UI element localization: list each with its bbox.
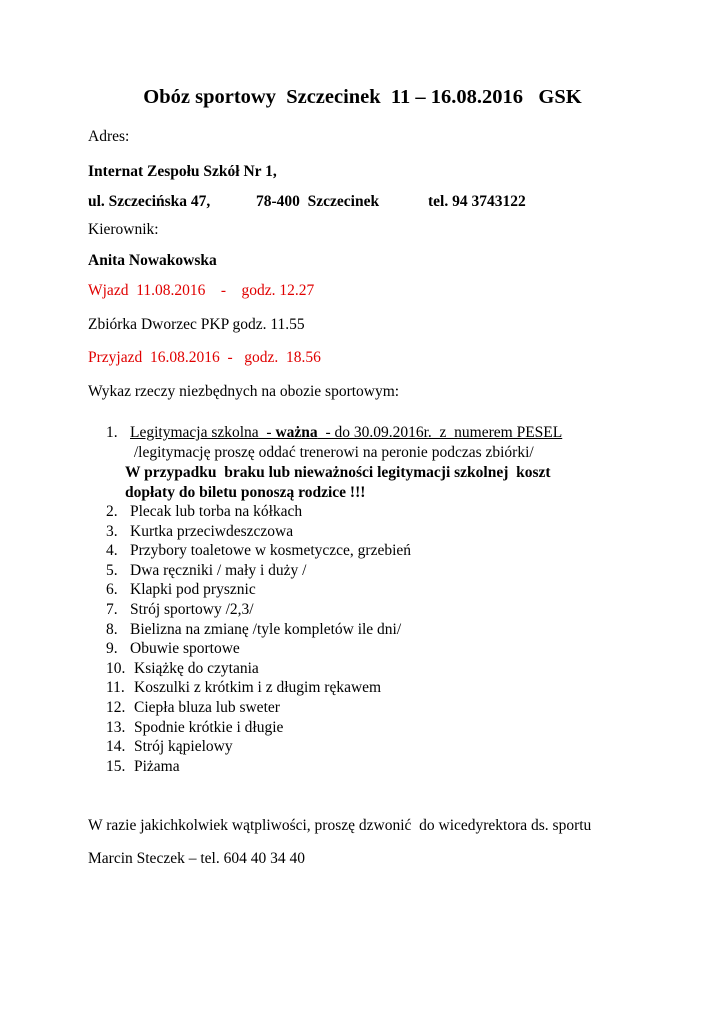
item-text [130, 424, 562, 442]
departure-info: Wjazd 11.08.2016 - godz. 12.27 [88, 282, 315, 299]
phone-number: tel. 94 3743122 [428, 193, 526, 210]
item-number: 12. [106, 699, 126, 716]
item-text: Piżama [134, 757, 180, 775]
item-text-part: Legitymacja szkolna - [130, 424, 276, 441]
manager-name: Anita Nowakowska [88, 252, 217, 269]
street-address: ul. Szczecińska 47, [88, 193, 211, 210]
item-text: Strój sportowy /2,3/ [130, 601, 254, 618]
item-text: Spodnie krótkie i długie [134, 718, 284, 736]
item-text: Strój kąpielowy [134, 738, 233, 756]
item-note: /legitymację proszę oddać trenerowi na peronie podczas zbiórki/ [130, 444, 534, 461]
item-number: 7. [106, 601, 118, 618]
address-label: Adres: [88, 128, 130, 145]
item-number: 14. [106, 738, 126, 756]
item-number: 9. [106, 640, 118, 658]
footer-contact-person: Marcin Steczek – tel. 604 40 34 40 [88, 850, 305, 867]
arrival-info: Przyjazd 16.08.2016 - godz. 18.56 [88, 349, 321, 366]
item-number: 13. [106, 718, 126, 736]
postal-city: 78-400 Szczecinek [256, 193, 380, 210]
document-title: Obóz sportowy Szczecinek 11 – 16.08.2016 GSK [143, 86, 582, 108]
footer-contact-note: W razie jakichkolwiek wątpliwości, proszę dzwonić do wicedyrektora ds. sportu [88, 817, 592, 834]
item-text: Obuwie sportowe [130, 640, 240, 658]
item-text: Plecak lub torba na kółkach [130, 503, 303, 520]
item-text: Dwa ręczniki / mały i duży / [130, 561, 307, 579]
item-number: 8. [106, 620, 118, 638]
item-text-emphasis: ważna [275, 424, 318, 441]
meeting-info: Zbiórka Dworzec PKP godz. 11.55 [88, 316, 305, 333]
item-text: Klapki pod prysznic [130, 581, 256, 599]
item-number: 11. [106, 679, 125, 697]
item-text: Kurtka przeciwdeszczowa [130, 522, 294, 540]
item-number: 6. [106, 581, 118, 599]
item-number: 1. [106, 424, 118, 441]
item-number: 10. [106, 659, 126, 677]
item-text: Ciepła bluza lub sweter [134, 699, 280, 716]
item-number: 4. [106, 542, 118, 560]
institution-name: Internat Zespołu Szkół Nr 1, [88, 163, 277, 180]
list-intro: Wykaz rzeczy niezbędnych na obozie sportowym: [88, 383, 400, 400]
item-text: Książkę do czytania [134, 659, 259, 677]
item-warning-line: W przypadku braku lub nieważności legitymacji szkolnej koszt [125, 464, 551, 481]
item-text: Bielizna na zmianę /tyle kompletów ile dni/ [130, 620, 402, 638]
item-text: Przybory toaletowe w kosmetyczce, grzebień [130, 542, 412, 560]
item-number: 2. [106, 503, 118, 520]
item-text: Koszulki z krótkim i z długim rękawem [134, 679, 382, 697]
item-number: 5. [106, 561, 118, 579]
item-text-part: - do 30.09.2016r. z numerem PESEL [317, 424, 563, 441]
item-number: 15. [106, 757, 126, 775]
item-warning-line: dopłaty do biletu ponoszą rodzice !!! [125, 484, 366, 501]
item-number: 3. [106, 522, 118, 540]
manager-label: Kierownik: [88, 221, 159, 238]
